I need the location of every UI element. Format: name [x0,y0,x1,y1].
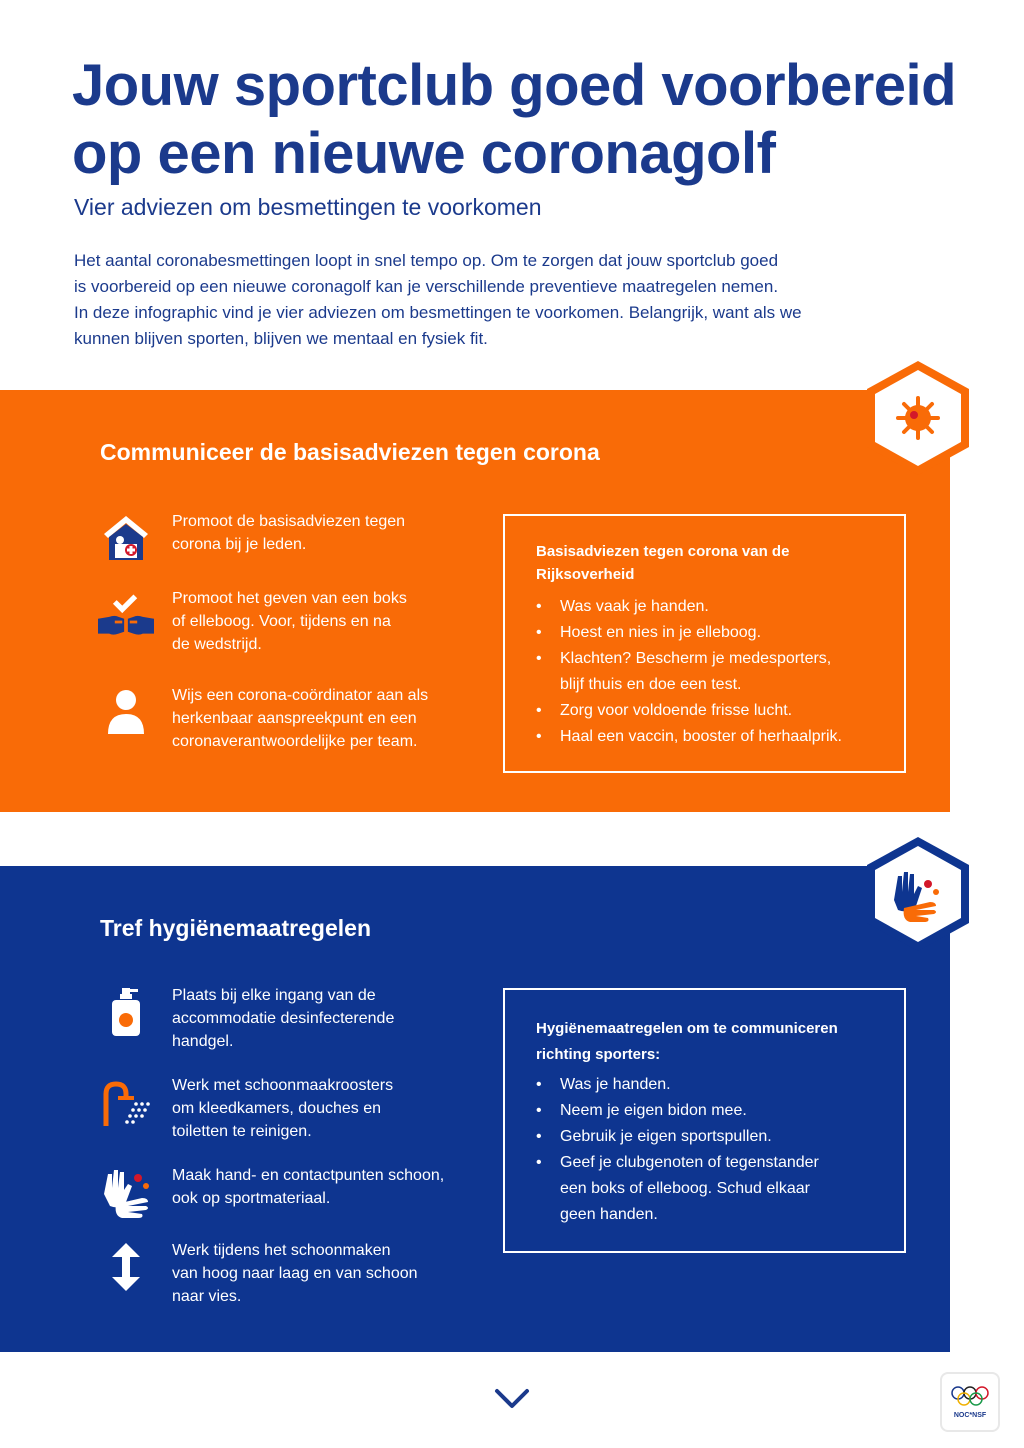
section-title: Communiceer de basisadviezen tegen corona [100,439,600,465]
section-title: Tref hygiënemaatregelen [100,915,371,941]
box-title: Basisadviezen tegen corona van de Rijksoverheid [536,543,790,583]
shower-icon [98,1074,154,1130]
logo-text: NOC*NSF [953,1412,987,1419]
person-icon [98,684,154,740]
noc-nsf-logo [940,1372,1000,1432]
bullet-list [536,594,874,750]
bullet-item: • Haal een vaccin, booster of herhaalprik. [536,724,874,750]
bullet-item: • Was vaak je handen. [536,594,874,620]
bullet-item: • Hoest en nies in je elleboog. [536,620,874,646]
chevron-down-icon[interactable] [494,1388,530,1410]
sanitizer-icon [98,984,154,1040]
bullet-item: • Neem je eigen bidon mee. [536,1098,874,1124]
intro-paragraph: Het aantal coronabesmettingen loopt in snel tempo op. Om te zorgen dat jouw sportclub goed is voorbereid op een nieuwe coronagolf kan je verschillende preventieve maatregelen nemen. In deze infographic vind je vier adviezen om besmettingen te voorkomen. Belangrijk, want als we kunnen blijven sporten, blijven we mentaal en fysiek fit. [74,251,802,348]
bullet-list [536,1072,874,1228]
bullet-item: • Was je handen. [536,1072,874,1098]
olympic-rings-icon [942,1378,998,1414]
advice-box [503,514,906,773]
bullet-item: • Gebruik je eigen sportspullen. [536,1124,874,1150]
hygiene-box [503,988,906,1253]
bullet-item: • Klachten? Bescherm je medesporters, blijf thuis en doe een test. [536,646,874,698]
page-title: Jouw sportclub goed voorbereid op een nieuwe coronagolf [72,53,957,186]
virus-icon [864,358,972,478]
section-hygiene: Tref hygiënemaatregelen Plaats bij elke ingang van de accommodatie desinfecterende handgel. Werk met schoonmaakroosters om kleedkamers, douches en toiletten te reinigen. Maak hand- en contactpunten schoon, ook op sportmateriaal. Werk tijdens het schoonmaken van hoog naar laag en van schoon naar vies. Hygiënemaatregelen om te communiceren richting sporters: • Was je handen. • Neem je eigen bidon mee. • Gebruik je eigen sportspullen. • Geef je clubgenoten of tegenstander een boks of elleboog. Schud elkaar geen handen. [0,866,950,1352]
home-health-icon [98,510,154,566]
box-title: Hygiënemaatregelen om te communiceren richting sporters: [536,1020,838,1063]
section-basic-advice: Communiceer de basisadviezen tegen corona Promoot de basisadviezen tegen corona bij je leden. Promoot het geven van een boks of elleboog. Voor, tijdens en na de wedstrijd. Wijs een corona-coördinator aan als herkenbaar aanspreekpunt en een coronaverantwoordelijke per team. Basisadviezen tegen corona van de Rijksoverheid • Was vaak je handen. • Hoest en nies in je elleboog. • Klachten? Bescherm je medesporters, blijf thuis en doe een test. • Zorg voor voldoende frisse lucht. • Haal een vaccin, booster of herhaalprik. [0,390,950,812]
bullet-item: • Geef je clubgenoten of tegenstander een boks of elleboog. Schud elkaar geen handen. [536,1150,874,1228]
fist-bump-icon [98,587,154,643]
hand-washing-icon [864,834,972,954]
bullet-item: • Zorg voor voldoende frisse lucht. [536,698,874,724]
vertical-arrows-icon [98,1239,154,1295]
page-subtitle: Vier adviezen om besmettingen te voorkomen [74,194,542,220]
clean-hands-icon [98,1164,154,1220]
